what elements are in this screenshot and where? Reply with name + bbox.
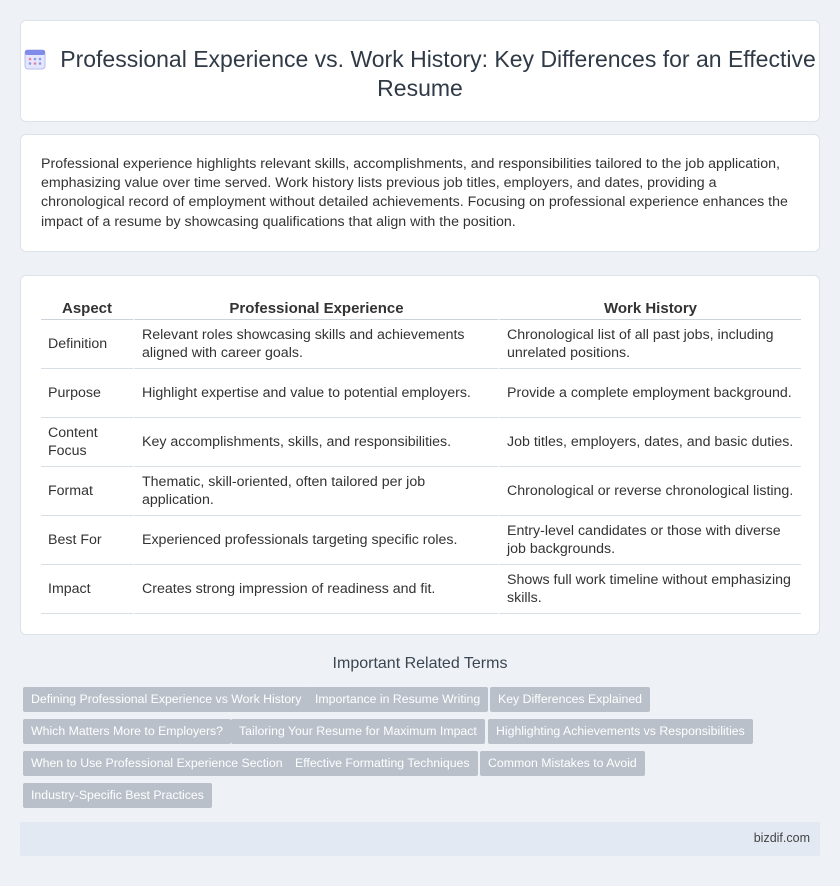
title-card [20,20,820,122]
table-row [41,418,801,467]
row-professional-experience: Creates strong impression of readiness and fit. [133,565,498,614]
row-work-history: Chronological list of all past jobs, including unrelated positions. [498,320,801,369]
intro-paragraph: Professional experience highlights relevant skills, accomplishments, and responsibilities tailored to the job application, emphasizing value over time served. Work history lists previous job titles, employers, and dates, providing a chronological record of employment without detailed achievements. Focusing on professional experience enhances the impact of a resume by showcasing qualifications that align with the position. [41,156,788,230]
row-aspect: Impact [41,565,133,614]
row-professional-experience: Relevant roles showcasing skills and achievements aligned with career goals. [133,320,498,369]
header-work-history: Work History [498,296,801,320]
related-term-tag[interactable]: Key Differences Explained [490,687,650,712]
header-professional-experience: Professional Experience [133,296,498,320]
comparison-card [20,275,820,635]
related-term-tag[interactable]: When to Use Professional Experience Section [23,751,291,776]
intro-card [20,134,820,252]
footer-bar [20,822,820,856]
table-row [41,320,801,369]
header-aspect: Aspect [41,296,133,320]
row-work-history: Job titles, employers, dates, and basic duties. [498,418,801,467]
page-title-wrap [21,45,819,103]
related-term-tag[interactable]: Highlighting Achievements vs Responsibilities [488,719,753,744]
row-work-history: Shows full work timeline without emphasizing skills. [498,565,801,614]
related-terms-title: Important Related Terms [332,655,508,672]
comparison-table [41,296,801,614]
row-aspect: Best For [41,516,133,565]
row-work-history: Chronological or reverse chronological listing. [498,467,801,516]
row-professional-experience: Highlight expertise and value to potential employers. [133,369,498,418]
table-row [41,369,801,418]
row-professional-experience: Thematic, skill-oriented, often tailored per job application. [133,467,498,516]
related-term-tag[interactable]: Tailoring Your Resume for Maximum Impact [231,719,485,744]
related-term-tag[interactable]: Which Matters More to Employers? [23,719,231,744]
table-row [41,565,801,614]
calendar-icon [24,48,46,70]
related-term-tag[interactable]: Industry-Specific Best Practices [23,783,212,808]
row-aspect: Content Focus [41,418,133,467]
row-aspect: Definition [41,320,133,369]
row-professional-experience: Key accomplishments, skills, and responsibilities. [133,418,498,467]
row-professional-experience: Experienced professionals targeting specific roles. [133,516,498,565]
row-work-history: Entry-level candidates or those with diverse job backgrounds. [498,516,801,565]
page-title: Professional Experience vs. Work History: Key Differences for an Effective Resume [60,46,816,101]
table-row [41,467,801,516]
row-aspect: Format [41,467,133,516]
row-aspect: Purpose [41,369,133,418]
table-row [41,516,801,565]
footer-site-name: bizdif.com [753,831,810,845]
related-term-tag[interactable]: Defining Professional Experience vs Work History [23,687,309,712]
table-header-row [41,296,801,320]
row-work-history: Provide a complete employment background. [498,369,801,418]
related-term-tag[interactable]: Importance in Resume Writing [307,687,488,712]
related-term-tag[interactable]: Common Mistakes to Avoid [480,751,645,776]
related-term-tag[interactable]: Effective Formatting Techniques [287,751,478,776]
